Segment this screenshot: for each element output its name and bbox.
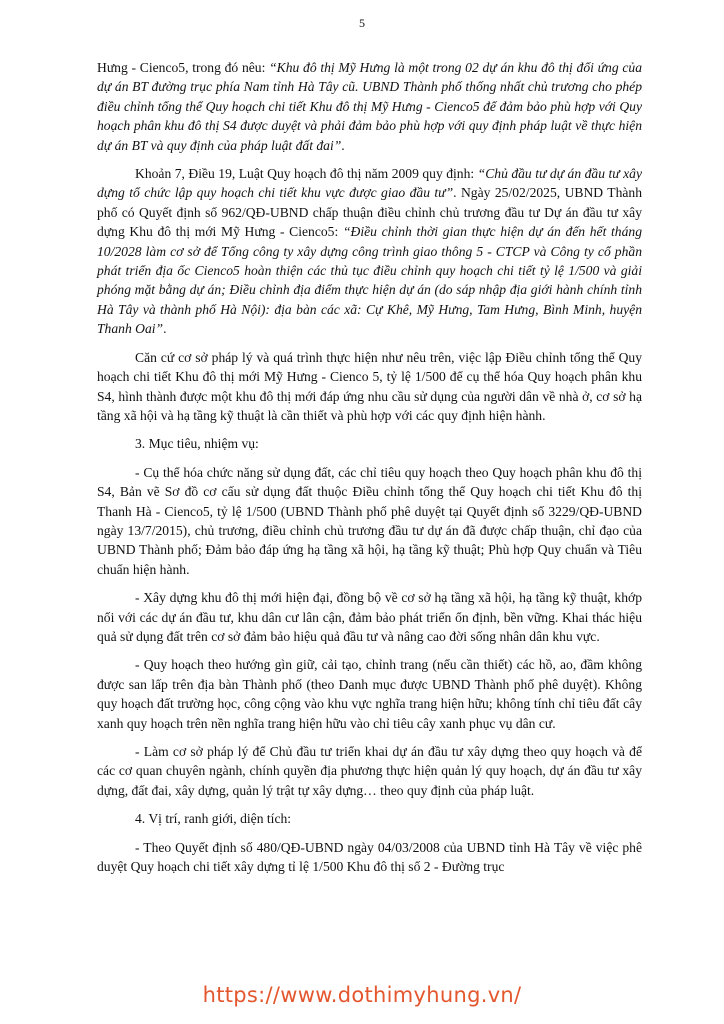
paragraph-text: Căn cứ cơ sở pháp lý và quá trình thực hiện như nêu trên, việc lập Điều chỉnh tổng thể Quy hoạch chi tiết Khu đô thị mới Mỹ Hưng - Cienco 5, tỷ lệ 1/500 để cụ thể hóa Quy hoạch phân khu S4, hình thành được một khu đô thị mới đáp ứng nhu cầu sử dụng của người dân về nhà ở, cơ sở hạ tầng xã hội và hạ tầng kỹ thuật là cần thiết và phù hợp với các quy định hiện hành. bbox=[97, 349, 642, 423]
quoted-text: “Chủ đầu tư dự án đầu tư xây dựng tổ chức lập quy hoạch chi tiết khu vực được giao đầu tư” bbox=[97, 166, 642, 201]
paragraph-text: - Cụ thể hóa chức năng sử dụng đất, các chỉ tiêu quy hoạch theo Quy hoạch phân khu đô thị S4, Bản vẽ Sơ đồ cơ cấu sử dụng đất thuộc Điều chỉnh tổng thể Quy hoạch chi tiết Khu đô thị Thanh Hà - Cienco5, tỷ lệ 1/500 (UBND Thành phố phê duyệt tại Quyết định số 3229/QĐ-UBND ngày 13/7/2015), chủ trương, điều chỉnh chủ trương đầu tư dự án đã được chấp thuận, chỉ đạo của UBND Thành phố; Đảm bảo đáp ứng hạ tầng xã hội, hạ tầng kỹ thuật; Phù hợp Quy chuẩn và Tiêu chuẩn hiện hành. bbox=[97, 464, 642, 577]
document-body bbox=[97, 58, 642, 885]
paragraph-text: . bbox=[163, 321, 167, 337]
quoted-text: “Khu đô thị Mỹ Hưng là một trong 02 dự án khu đô thị đối ứng của dự án BT đường trục phía Nam tỉnh Hà Tây cũ. UBND Thành phố thống nhất chủ trương cho phép điều chỉnh tổng thể Quy hoạch chi tiết Khu đô thị Mỹ Hưng - Cienco5 để đảm bảo phù hợp với Quy hoạch phân khu đô thị S4 được duyệt và phải đảm bảo phù hợp với quy định pháp luật về thực hiện dự án BT và quy định của pháp luật đất đai” bbox=[97, 60, 642, 153]
bullet-item bbox=[97, 838, 642, 877]
bullet-item bbox=[97, 463, 642, 579]
bullet-item bbox=[97, 588, 642, 646]
paragraph-text: - Theo Quyết định số 480/QĐ-UBND ngày 04/03/2008 của UBND tỉnh Hà Tây về việc phê duyệt Quy hoạch chi tiết xây dựng tỉ lệ 1/500 Khu đô thị số 2 - Đường trục bbox=[97, 839, 642, 875]
paragraph-text: 3. Mục tiêu, nhiệm vụ: bbox=[135, 436, 259, 452]
paragraph-2 bbox=[97, 164, 642, 339]
bullet-item bbox=[97, 742, 642, 800]
bullet-item bbox=[97, 655, 642, 733]
paragraph-3 bbox=[97, 348, 642, 426]
paragraph-text: Khoản 7, Điều 19, Luật Quy hoạch đô thị năm 2009 quy định: bbox=[135, 166, 478, 182]
quoted-text: “Điều chỉnh thời gian thực hiện dự án đến hết tháng 10/2028 làm cơ sở để Tổng công ty xây dựng công trình giao thông 5 - CTCP và Công ty cổ phần phát triển địa ốc Cienco5 hoàn thiện các thủ tục điều chỉnh quy hoạch chi tiết tỷ lệ 1/500 và giải phóng mặt bằng dự án; Điều chỉnh địa điểm thực hiện dự án (do sáp nhập địa giới hành chính tỉnh Hà Tây và thành phố Hà Nội): địa bàn các xã: Cự Khê, Mỹ Hưng, Tam Hưng, Bình Minh, huyện Thanh Oai” bbox=[97, 224, 642, 337]
paragraph-text: Hưng - Cienco5, trong đó nêu: bbox=[97, 60, 270, 75]
paragraph-text: - Xây dựng khu đô thị mới hiện đại, đồng bộ về cơ sở hạ tầng xã hội, hạ tầng kỹ thuật, khớp nối với các dự án đầu tư, khu dân cư lân cận, đảm bảo phát triển ổn định, bền vững. Khai thác hiệu quả sử dụng đất trên cơ sở đảm bảo hiệu quả đầu tư và nâng cao đời sống nhân dân khu vực. bbox=[97, 590, 642, 644]
paragraph-text: 4. Vị trí, ranh giới, diện tích: bbox=[135, 811, 292, 827]
section-heading-objectives bbox=[97, 434, 642, 453]
paragraph-1 bbox=[97, 58, 642, 155]
paragraph-text: . Ngày 25/02/2025, UBND Thành phố có Quyết định số 962/QĐ-UBND chấp thuận điều chỉnh chủ trương đầu tư Dự án đầu tư xây dựng Khu đô thị mới Mỹ Hưng - Cienco5: bbox=[97, 185, 643, 240]
paragraph-text: . bbox=[341, 137, 345, 153]
page-number: 5 bbox=[359, 16, 365, 30]
website-link[interactable]: https://www.dothimyhung.vn/ bbox=[202, 983, 522, 1007]
section-heading-location bbox=[97, 809, 642, 828]
paragraph-text: - Làm cơ sở pháp lý để Chủ đầu tư triển khai dự án đầu tư xây dựng theo quy hoạch và để các cơ quan chuyên ngành, chính quyền địa phương thực hiện quản lý quy hoạch, dự án đầu tư xây dựng, đất đai, xây dựng, quản lý trật tự xây dựng… theo quy định của pháp luật. bbox=[97, 744, 642, 798]
paragraph-text: - Quy hoạch theo hướng gìn giữ, cải tạo, chỉnh trang (nếu cần thiết) các hồ, ao, đầm không được san lấp trên địa bàn Thành phố (theo Danh mục được UBND Thành phố phê duyệt). Không quy hoạch đất trường học, công cộng vào khu vực nghĩa trang hiện hữu; không tính chỉ tiêu đất cây xanh quy hoạch trên nền nghĩa trang hiện hữu vào chỉ tiêu cây xanh phục vụ dân cư. bbox=[97, 657, 642, 731]
